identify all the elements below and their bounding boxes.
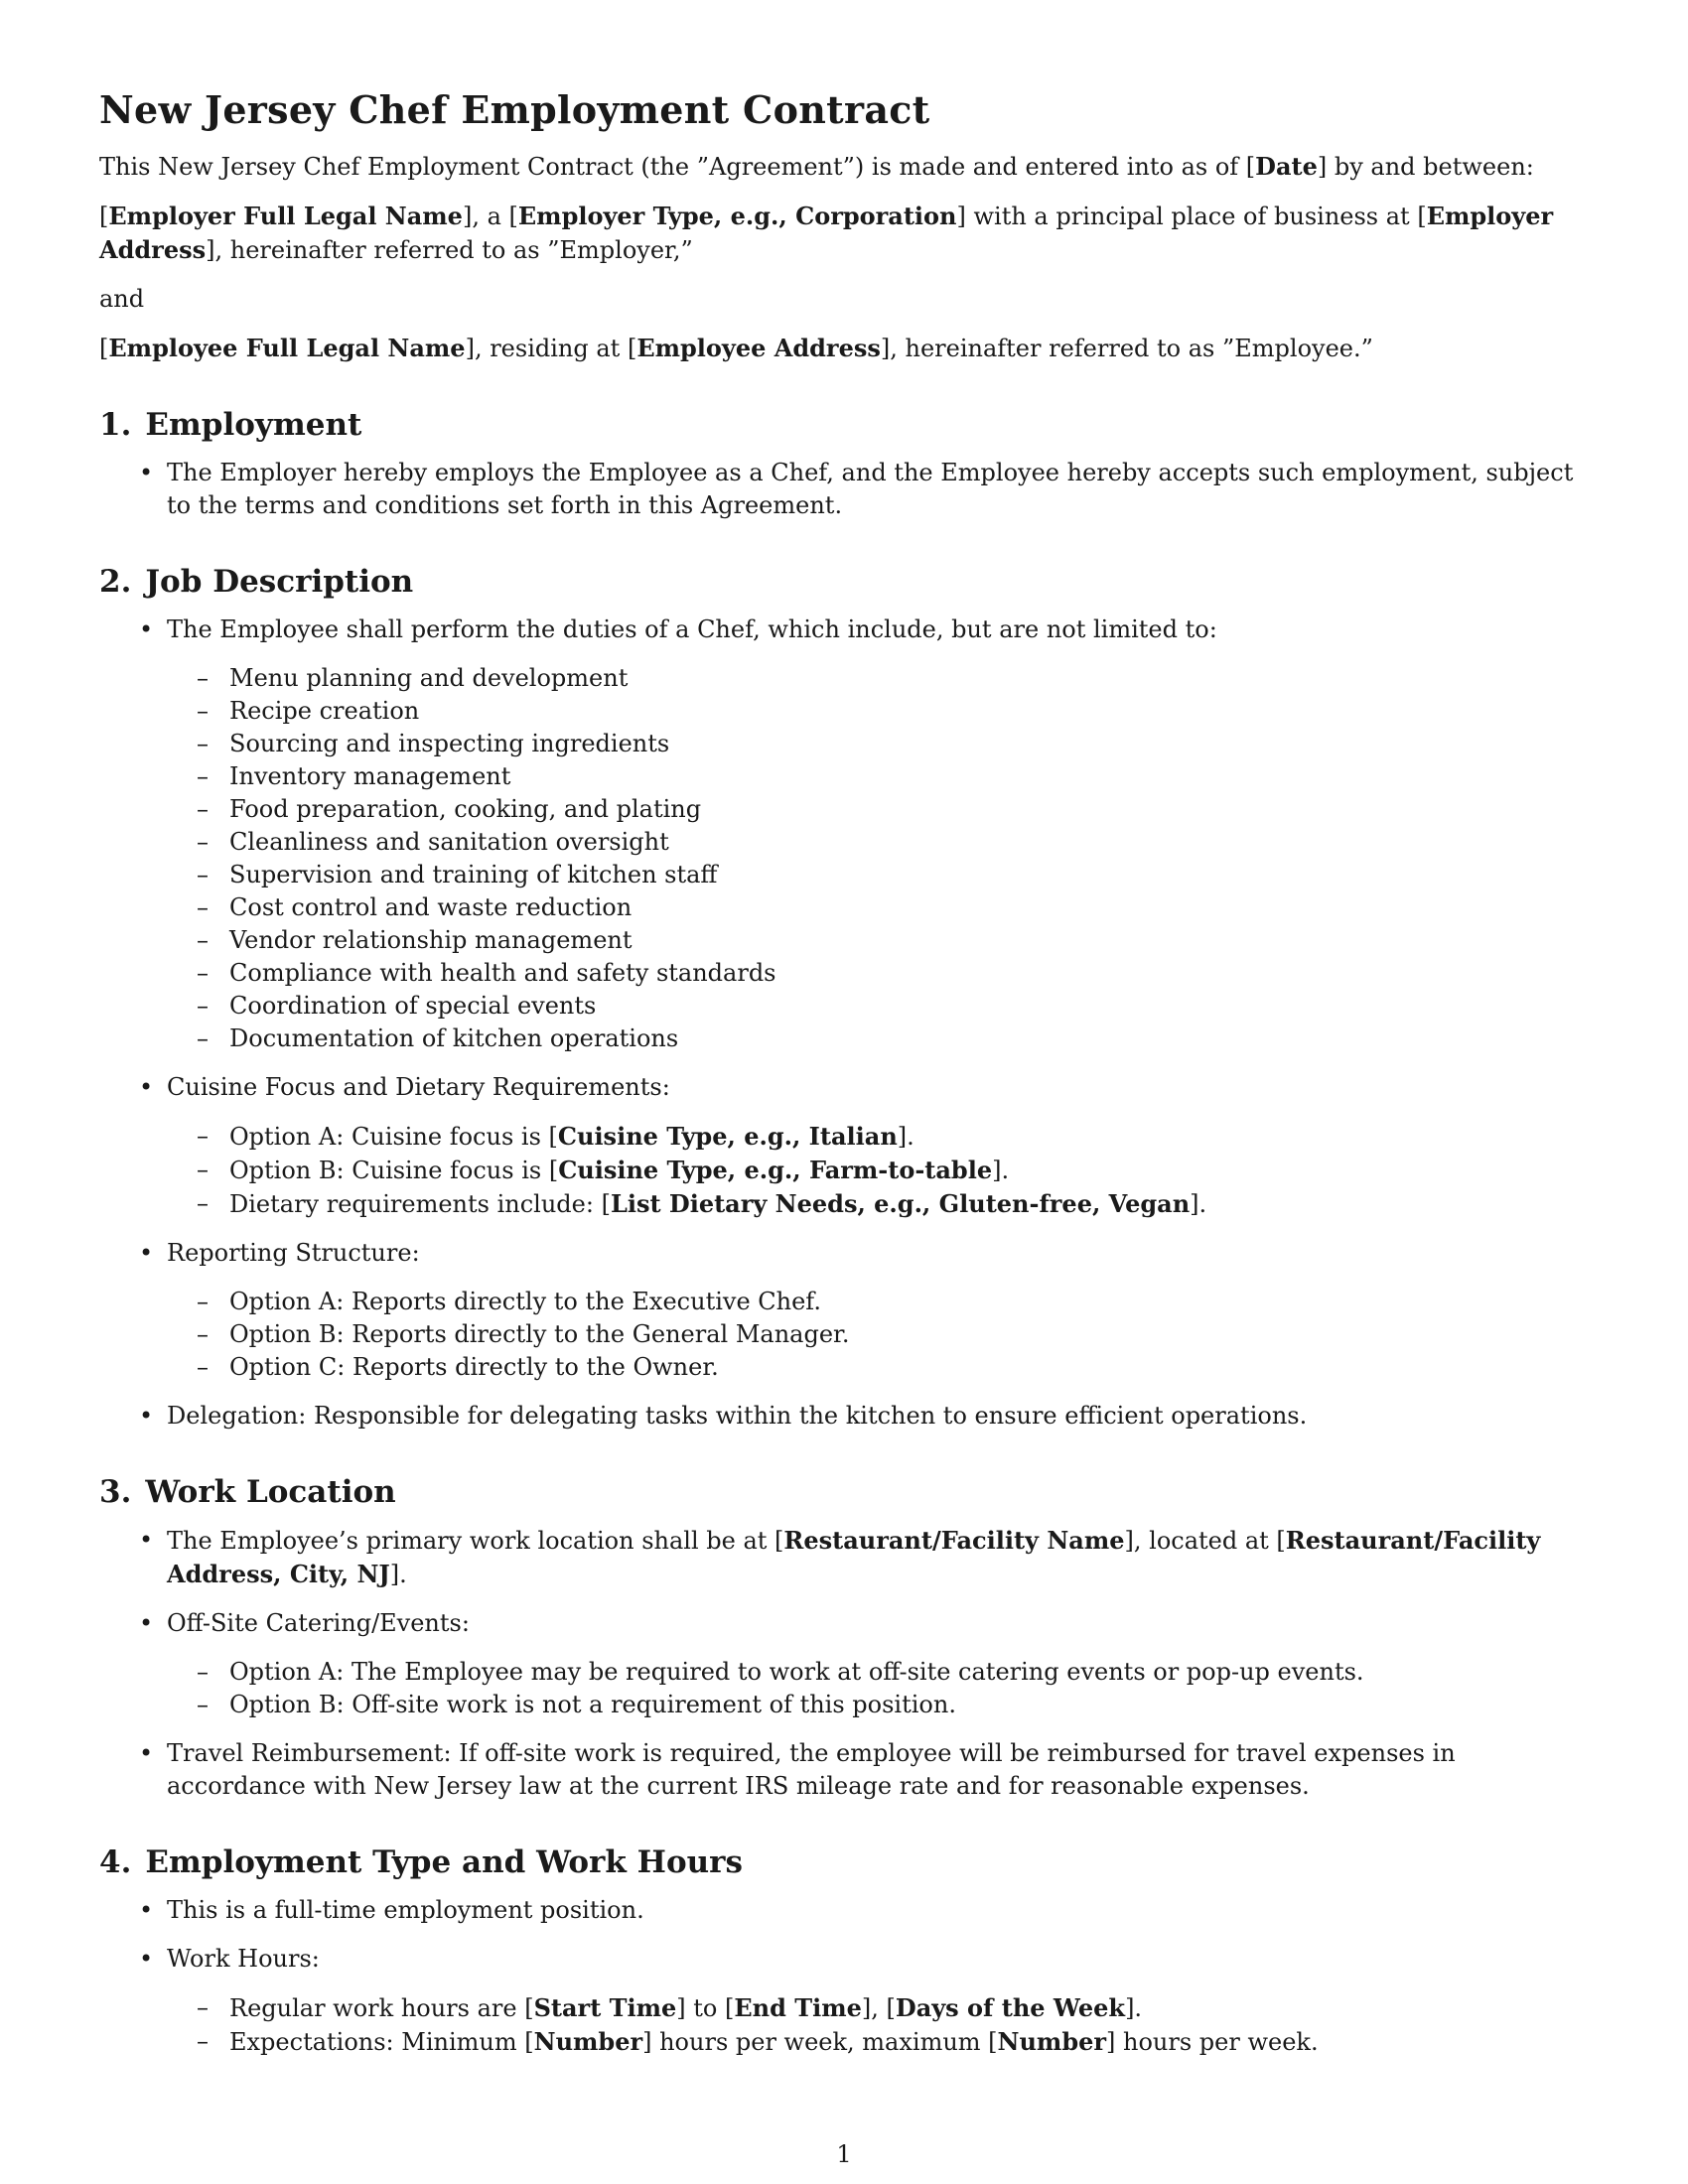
regular-hours-item: – Regular work hours are [Start Time] to [End Time], [Days of the Week]. (167, 1991, 1587, 2025)
cuisine-list (167, 1120, 1587, 1221)
section-3-list (99, 1524, 1587, 1803)
reporting-item: – Option B: Reports directly to the General Manager. (167, 1318, 1587, 1351)
duty-item: – Cleanliness and sanitation oversight (167, 826, 1587, 859)
list-item: • Reporting Structure: – Option A: Reports directly to the Executive Chef. – Option B: Reports directly to the General Manager. – Option C: Reports directly to the Owner. (99, 1237, 1587, 1384)
list-item: • The Employee’s primary work location shall be at [Restaurant/Facility Name], located at [Restaurant/Facility Address, City, NJ]. (99, 1524, 1587, 1591)
employee-name-placeholder: Employee Full Legal Name (108, 334, 466, 362)
reporting-list (167, 1286, 1587, 1384)
employee-address-placeholder: Employee Address (636, 334, 881, 362)
list-item: • The Employer hereby employs the Employee as a Chef, and the Employee hereby accepts such employment, subject to the terms and conditions set forth in this Agreement. (99, 457, 1587, 522)
list-item: • Delegation: Responsible for delegating tasks within the kitchen to ensure efficient operations. (99, 1400, 1587, 1433)
date-placeholder: Date (1255, 152, 1318, 181)
cuisine-option-a: – Option A: Cuisine focus is [Cuisine Type, e.g., Italian]. (167, 1120, 1587, 1154)
reporting-item: – Option C: Reports directly to the Owner. (167, 1351, 1587, 1384)
facility-address-placeholder: Restaurant/Facility Address, City, NJ (167, 1526, 1541, 1588)
dietary-requirements: – Dietary requirements include: [List Dietary Needs, e.g., Gluten-free, Vegan]. (167, 1187, 1587, 1221)
list-item: • Travel Reimbursement: If off-site work is required, the employee will be reimbursed for travel expenses in accordance with New Jersey law at the current IRS mileage rate and for reasonable expenses. (99, 1737, 1587, 1803)
duty-item: – Documentation of kitchen operations (167, 1023, 1587, 1055)
section-heading-job-description: 2. Job Description (99, 564, 414, 600)
facility-name-placeholder: Restaurant/Facility Name (783, 1526, 1125, 1555)
intro-paragraph: This New Jersey Chef Employment Contract (the ”Agreement”) is made and entered into as of [Date] by and between: (99, 152, 1534, 181)
duty-item: – Vendor relationship management (167, 924, 1587, 957)
duty-item: – Cost control and waste reduction (167, 891, 1587, 924)
duty-item: – Coordination of special events (167, 990, 1587, 1023)
duty-item: – Menu planning and development (167, 662, 1587, 695)
list-item: • Off-Site Catering/Events: – Option A: The Employee may be required to work at off-site catering events or pop-up events. – Option B: Off-site work is not a requirement of this position. (99, 1607, 1587, 1721)
section-heading-employment: 1. Employment (99, 407, 362, 443)
cuisine-option-b: – Option B: Cuisine focus is [Cuisine Type, e.g., Farm-to-table]. (167, 1154, 1587, 1187)
duty-item: – Compliance with health and safety standards (167, 957, 1587, 990)
section-4-list (99, 1894, 1587, 2059)
employer-type-placeholder: Employer Type, e.g., Corporation (517, 202, 957, 230)
section-1-list (99, 457, 1587, 522)
duties-list (167, 662, 1587, 1055)
offsite-item: – Option A: The Employee may be required to work at off-site catering events or pop-up events. (167, 1656, 1587, 1689)
employee-paragraph: [Employee Full Legal Name], residing at [Employee Address], hereinafter referred to as ”Employee.” (99, 334, 1373, 362)
reporting-item: – Option A: Reports directly to the Executive Chef. (167, 1286, 1587, 1318)
work-hours-list (167, 1991, 1587, 2059)
and-paragraph: and (99, 285, 145, 313)
duty-item: – Recipe creation (167, 695, 1587, 728)
duty-item: – Sourcing and inspecting ingredients (167, 728, 1587, 760)
duty-item: – Food preparation, cooking, and plating (167, 793, 1587, 826)
document-page (99, 87, 1587, 2075)
offsite-item: – Option B: Off-site work is not a requirement of this position. (167, 1689, 1587, 1721)
page-number: 1 (836, 2140, 852, 2168)
list-item: • Cuisine Focus and Dietary Requirements: – Option A: Cuisine focus is [Cuisine Type, e.g., Italian]. – Option B: Cuisine focus is [Cuisine Type, e.g., Farm-to-table]. – Dietary requirements include: [List Dietary Needs, e.g., Gluten-free, Vegan]. (99, 1071, 1587, 1221)
employer-address-placeholder: Employer Address (99, 202, 1554, 264)
hours-expectations-item: – Expectations: Minimum [Number] hours per week, maximum [Number] hours per week. (167, 2025, 1587, 2059)
employer-name-placeholder: Employer Full Legal Name (108, 202, 463, 230)
duty-item: – Inventory management (167, 760, 1587, 793)
section-heading-work-location: 3. Work Location (99, 1474, 396, 1510)
offsite-list (167, 1656, 1587, 1721)
duty-item: – Supervision and training of kitchen staff (167, 859, 1587, 891)
section-heading-employment-type: 4. Employment Type and Work Hours (99, 1844, 743, 1880)
list-item: • Work Hours: – Regular work hours are [Start Time] to [End Time], [Days of the Week]. – Expectations: Minimum [Number] hours per week, maximum [Number] hours per week. (99, 1943, 1587, 2059)
list-item: • The Employee shall perform the duties of a Chef, which include, but are not limited to: – Menu planning and development – Recipe creation – Sourcing and inspecting ingredients – Inventory management – Food preparation, cooking, and plating – Cleanliness and sanitation oversight – Supervision and training of kitchen staff – Cost control and waste reduction – Vendor relationship management – Compliance with health and safety standards – Coordination of special events – Documentation of kitchen operations (99, 614, 1587, 1055)
section-2-list (99, 614, 1587, 1433)
list-item: • This is a full-time employment position. (99, 1894, 1587, 1927)
document-title: New Jersey Chef Employment Contract (99, 87, 930, 132)
employer-paragraph: [Employer Full Legal Name], a [Employer Type, e.g., Corporation] with a principal place of business at [Employer Address], hereinafter referred to as ”Employer,” (99, 202, 1554, 264)
